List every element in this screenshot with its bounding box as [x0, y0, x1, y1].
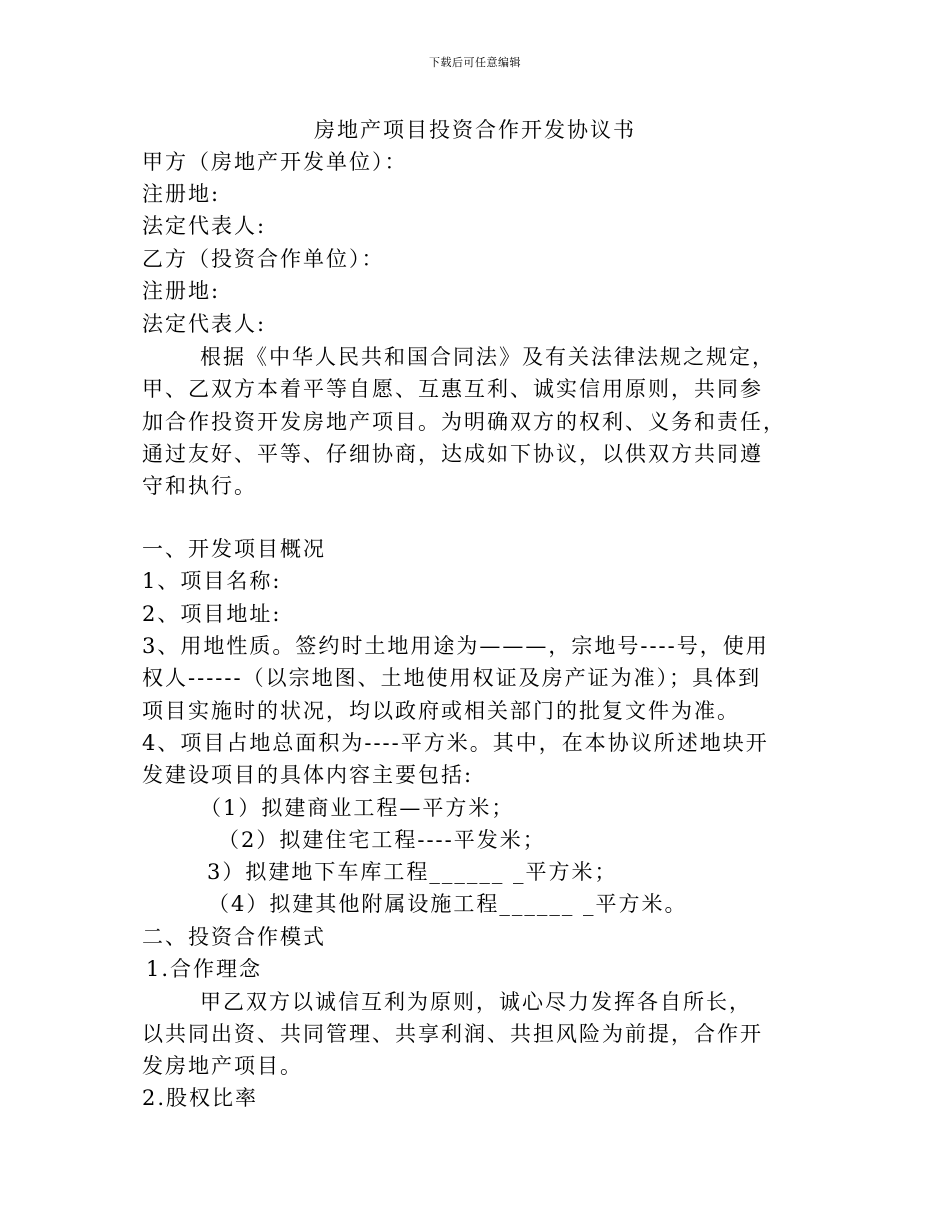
cooperation-concept-heading: 1.合作理念: [146, 957, 263, 981]
document-title: 房地产项目投资合作开发协议书: [314, 118, 636, 142]
preamble-line-5: 守和执行。: [142, 474, 257, 498]
preamble-line-2: 甲、乙双方本着平等自愿、互惠互利、诚实信用原则，共同参: [142, 377, 763, 401]
header-note: 下载后可任意编辑: [429, 56, 521, 69]
item-facilities: （4）拟建其他附属设施工程______ _平方米。: [208, 892, 688, 916]
item-garage: 3）拟建地下车库工程______ _平方米；: [207, 860, 618, 884]
section-2-heading: 二、投资合作模式: [142, 925, 326, 949]
section-1-heading: 一、开发项目概况: [142, 537, 326, 561]
party-b-registered-address: 注册地:: [142, 279, 221, 303]
land-use-line-1: 3、用地性质。签约时土地用途为———，宗地号----号，使用: [142, 634, 769, 658]
project-address-line: 2、项目地址:: [142, 602, 282, 626]
item-residential: （2）拟建住宅工程----平发米；: [218, 828, 546, 852]
concept-line-2: 以共同出资、共同管理、共享利润、共担风险为前提，合作开: [142, 1022, 763, 1046]
land-use-line-3: 项目实施时的状况，均以政府或相关部门的批复文件为准。: [142, 699, 740, 723]
party-b-line: 乙方（投资合作单位）：: [142, 247, 385, 271]
equity-ratio-heading: 2.股权比率: [142, 1086, 259, 1110]
project-name-line: 1、项目名称:: [142, 569, 282, 593]
concept-line-3: 发房地产项目。: [142, 1054, 303, 1078]
preamble-line-1: 根据《中华人民共和国合同法》及有关法律法规之规定，: [200, 345, 775, 369]
preamble-line-4: 通过友好、平等、仔细协商，达成如下协议，以供双方共同遵: [142, 442, 763, 466]
party-b-legal-representative: 法定代表人:: [142, 312, 267, 336]
party-a-legal-representative: 法定代表人:: [142, 214, 267, 238]
land-use-line-2: 权人------（以宗地图、土地使用权证及房产证为准）；具体到: [142, 666, 762, 690]
area-line-2: 发建设项目的具体内容主要包括:: [142, 763, 474, 787]
area-line-1: 4、项目占地总面积为----平方米。其中，在本协议所述地块开: [142, 731, 769, 755]
concept-line-1: 甲乙双方以诚信互利为原则，诚心尽力发挥各自所长，: [200, 990, 752, 1014]
item-commercial: （1）拟建商业工程—平方米；: [200, 796, 515, 820]
preamble-line-3: 加合作投资开发房地产项目。为明确双方的权利、义务和责任，: [142, 410, 786, 434]
party-a-registered-address: 注册地:: [142, 182, 221, 206]
party-a-line: 甲方（房地产开发单位）：: [142, 150, 408, 174]
